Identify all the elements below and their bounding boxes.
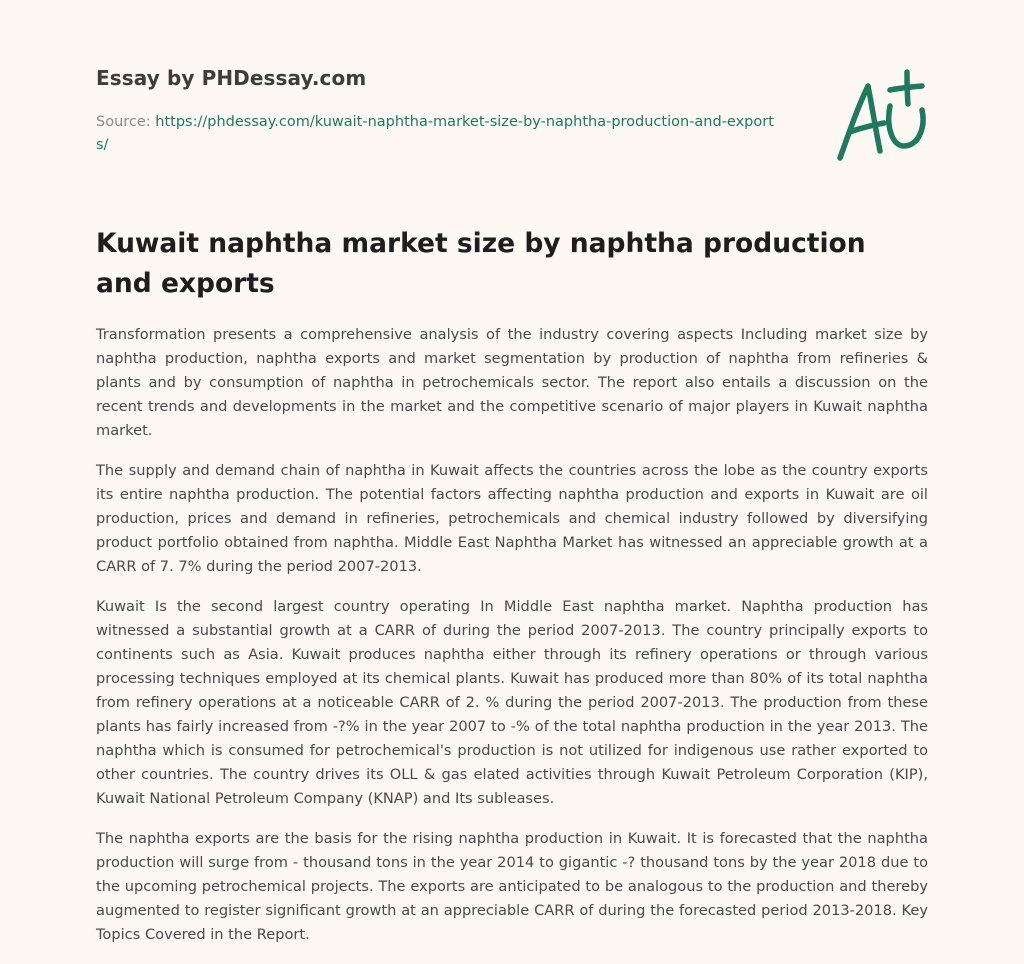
article-title: Kuwait naphtha market size by naphtha production and exports bbox=[96, 228, 866, 299]
source-label: Source: bbox=[96, 114, 156, 130]
page-header bbox=[96, 0, 928, 200]
article-body bbox=[96, 323, 928, 963]
site-title: Essay by PHDessay.com bbox=[96, 66, 367, 90]
paragraph: The supply and demand chain of naphtha in Kuwait affects the countries across the lobe as the country exports its entire naphtha production. The potential factors affecting naphtha production and exports in Kuwait are oil production, prices and demand in refineries, petrochemicals and chemical industry followed by diversifying product portfolio obtained from naphtha. Middle East Naphtha Market has witnessed an appreciable growth at a CARR of 7. 7% during the period 2007-2013. bbox=[96, 462, 928, 575]
source-link[interactable]: https://phdessay.com/kuwait-naphtha-market-size-by-naphtha-production-and-exports/ bbox=[96, 114, 774, 153]
paragraph: Kuwait Is the second largest country operating In Middle East naphtha market. Naphtha production has witnessed a substantial growth at a CARR of during the period 2007-2013. The country principally exports to continents such as Asia. Kuwait produces naphtha either through its refinery operations or through various processing techniques employed at its chemical plants. Kuwait has produced more than 80% of its total naphtha from refinery operations at a noticeable CARR of 2. % during the period 2007-2013. The production from these plants has fairly increased from -?% in the year 2007 to -% of the total naphtha production in the year 2013. The naphtha which is consumed for petrochemical's production is not utilized for indigenous use rather exported to other countries. The country drives its OLL & gas elated activities through Kuwait Petroleum Corporation (KIP), Kuwait National Petroleum Company (KNAP) and Its subleases. bbox=[96, 598, 928, 807]
source-line bbox=[96, 111, 776, 157]
a-plus-logo-icon bbox=[828, 66, 928, 166]
paragraph: The naphtha exports are the basis for the rising naphtha production in Kuwait. It is forecasted that the naphtha production will surge from - thousand tons in the year 2014 to gigantic -? thousand tons by the year 2018 due to the upcoming petrochemical projects. The exports are anticipated to be analogous to the production and thereby augmented to register significant growth at an appreciable CARR of during the forecasted period 2013-2018. Key Topics Covered in the Report. bbox=[96, 830, 928, 943]
paragraph: Transformation presents a comprehensive analysis of the industry covering aspects Including market size by naphtha production, naphtha exports and market segmentation by production of naphtha from refineries & plants and by consumption of naphtha in petrochemicals sector. The report also entails a discussion on the recent trends and developments in the market and the competitive scenario of major players in Kuwait naphtha market. bbox=[96, 326, 928, 439]
